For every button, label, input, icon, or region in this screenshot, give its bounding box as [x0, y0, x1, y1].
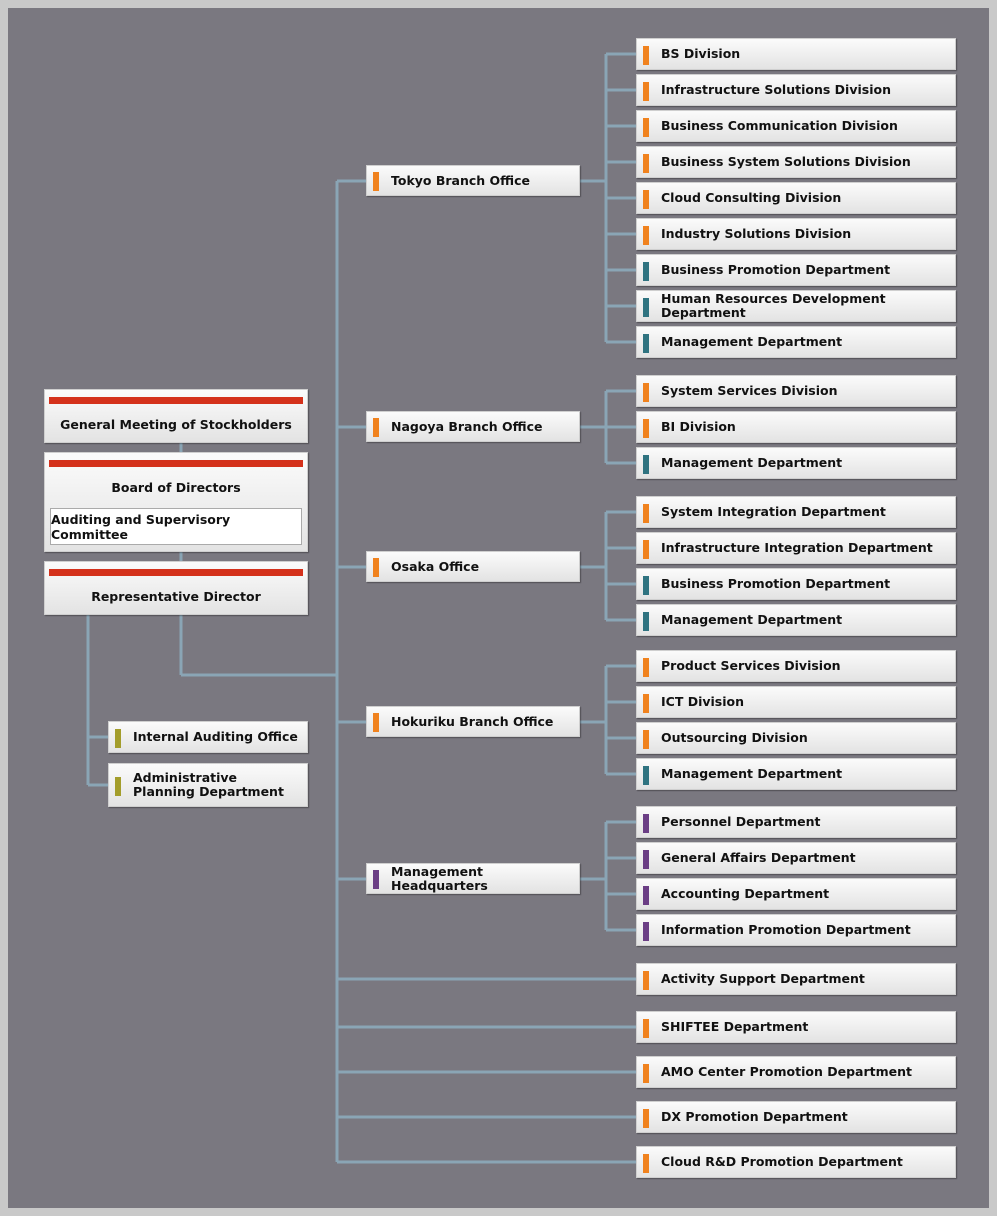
unit-marker [643, 1019, 649, 1038]
unit-marker [643, 540, 649, 559]
unit-label: System Services Division [661, 383, 838, 398]
office-hokuriku-branch-office [366, 706, 580, 737]
unit-label: Accounting Department [661, 886, 830, 901]
unit-marker [115, 729, 121, 748]
unit-label: System Integration Department [661, 504, 886, 519]
unit-marker [643, 814, 649, 833]
governance-bar [49, 397, 303, 404]
board-box [44, 452, 308, 552]
unit-marker [643, 971, 649, 990]
unit-information-promotion-department [636, 914, 956, 946]
unit-personnel-department [636, 806, 956, 838]
governance-bar [49, 569, 303, 576]
unit-label: Business Promotion Department [661, 576, 891, 591]
unit-marker [643, 850, 649, 869]
unit-label: Industry Solutions Division [661, 226, 852, 241]
unit-marker [643, 82, 649, 101]
department-amo-center-promotion-department [636, 1056, 956, 1088]
unit-bi-division [636, 411, 956, 443]
unit-marker [643, 658, 649, 677]
unit-label: Management Department [661, 334, 843, 349]
unit-label: Human Resources Development Department [661, 291, 886, 320]
unit-marker [643, 922, 649, 941]
unit-label: Internal Auditing Office [133, 729, 298, 744]
unit-infrastructure-integration-department [636, 532, 956, 564]
stockholders-box [44, 389, 308, 443]
unit-label: Outsourcing Division [661, 730, 808, 745]
unit-marker [373, 870, 379, 889]
unit-marker [643, 1109, 649, 1128]
unit-label: Management Headquarters [391, 863, 488, 893]
department-cloud-r-d-promotion-department [636, 1146, 956, 1178]
unit-label: Management Department [661, 612, 843, 627]
unit-marker [643, 730, 649, 749]
unit-label: Product Services Division [661, 658, 841, 673]
unit-label: BS Division [661, 46, 741, 61]
unit-marker [643, 154, 649, 173]
committee-label: Auditing and Supervisory Committee [51, 511, 231, 542]
unit-label: Management Department [661, 766, 843, 781]
unit-marker [643, 1154, 649, 1173]
unit-infrastructure-solutions-division [636, 74, 956, 106]
unit-bs-division [636, 38, 956, 70]
unit-marker [373, 418, 379, 437]
unit-marker [643, 1064, 649, 1083]
unit-label: Infrastructure Solutions Division [661, 82, 891, 97]
unit-management-department [636, 447, 956, 479]
unit-label: Osaka Office [391, 558, 480, 574]
unit-label: Cloud R&D Promotion Department [661, 1154, 903, 1169]
unit-marker [643, 118, 649, 137]
unit-marker [643, 612, 649, 631]
unit-marker [643, 334, 649, 353]
unit-label: ICT Division [661, 694, 745, 709]
unit-label: Tokyo Branch Office [391, 172, 530, 188]
unit-outsourcing-division [636, 722, 956, 754]
unit-label: BI Division [661, 419, 736, 434]
unit-marker [643, 190, 649, 209]
unit-marker [643, 455, 649, 474]
unit-label: Business System Solutions Division [661, 154, 911, 169]
unit-label: Administrative Planning Department [133, 770, 284, 799]
unit-marker [643, 766, 649, 785]
unit-label: AMO Center Promotion Department [661, 1064, 912, 1079]
unit-label: DX Promotion Department [661, 1109, 848, 1124]
office-nagoya-branch-office [366, 411, 580, 442]
unit-cloud-consulting-division [636, 182, 956, 214]
unit-label: Cloud Consulting Division [661, 190, 842, 205]
representative-box [44, 561, 308, 615]
unit-marker [373, 172, 379, 191]
office-tokyo-branch-office [366, 165, 580, 196]
unit-product-services-division [636, 650, 956, 682]
department-activity-support-department [636, 963, 956, 995]
stockholders-label: General Meeting of Stockholders [60, 417, 292, 432]
unit-marker [115, 777, 121, 796]
unit-industry-solutions-division [636, 218, 956, 250]
unit-marker [373, 713, 379, 732]
unit-marker [643, 298, 649, 317]
unit-business-system-solutions-division [636, 146, 956, 178]
unit-label: Nagoya Branch Office [391, 418, 543, 434]
unit-marker [643, 886, 649, 905]
department-dx-promotion-department [636, 1101, 956, 1133]
unit-system-integration-department [636, 496, 956, 528]
unit-label: SHIFTEE Department [661, 1019, 809, 1034]
unit-marker [643, 226, 649, 245]
unit-marker [643, 262, 649, 281]
unit-business-promotion-department [636, 254, 956, 286]
unit-human-resources-development-department [636, 290, 956, 322]
staff-internal-auditing-office [108, 721, 308, 753]
staff-administrative-planning-department [108, 763, 308, 807]
unit-ict-division [636, 686, 956, 718]
unit-label: General Affairs Department [661, 850, 856, 865]
unit-marker [643, 419, 649, 438]
unit-accounting-department [636, 878, 956, 910]
representative-label: Representative Director [91, 589, 261, 604]
unit-marker [643, 694, 649, 713]
unit-system-services-division [636, 375, 956, 407]
unit-label: Hokuriku Branch Office [391, 713, 554, 729]
unit-label: Business Communication Division [661, 118, 898, 133]
unit-label: Personnel Department [661, 814, 821, 829]
unit-label: Business Promotion Department [661, 262, 891, 277]
unit-marker [643, 504, 649, 523]
unit-general-affairs-department [636, 842, 956, 874]
unit-business-promotion-department [636, 568, 956, 600]
unit-marker [643, 46, 649, 65]
committee-box [50, 508, 302, 545]
unit-management-department [636, 326, 956, 358]
unit-marker [373, 558, 379, 577]
governance-bar [49, 460, 303, 467]
unit-label: Infrastructure Integration Department [661, 540, 933, 555]
department-shiftee-department [636, 1011, 956, 1043]
office-management-headquarters [366, 863, 580, 894]
unit-label: Information Promotion Department [661, 922, 911, 937]
unit-business-communication-division [636, 110, 956, 142]
unit-marker [643, 383, 649, 402]
unit-management-department [636, 604, 956, 636]
unit-label: Activity Support Department [661, 971, 865, 986]
unit-label: Management Department [661, 455, 843, 470]
unit-marker [643, 576, 649, 595]
office-osaka-office [366, 551, 580, 582]
unit-management-department [636, 758, 956, 790]
board-label: Board of Directors [111, 480, 241, 495]
